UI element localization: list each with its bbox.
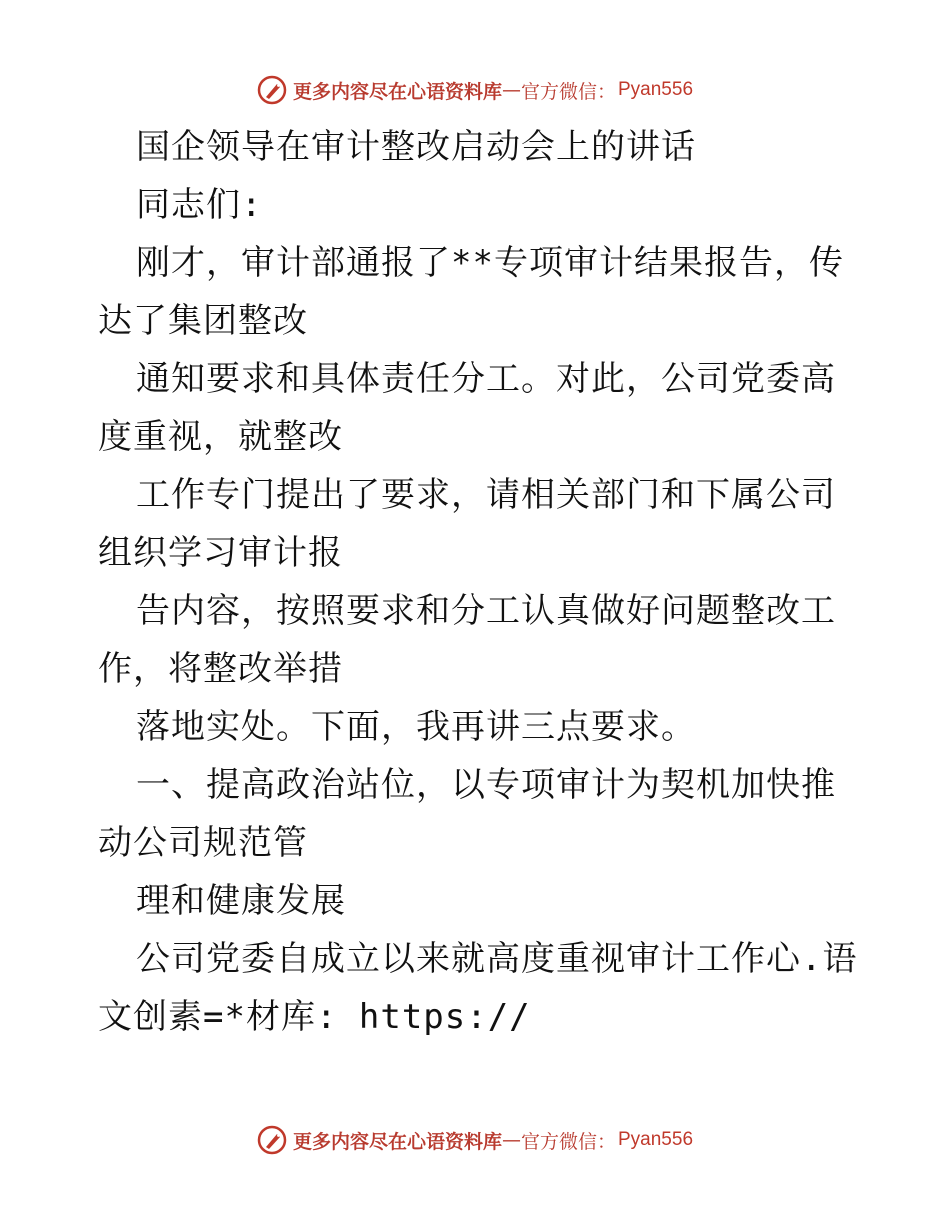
banner-site-text: 更多内容尽在心语资料库 (292, 1130, 502, 1153)
paragraph: 工作专门提出了要求，请相关部门和下属公司组织学习审计报 (98, 475, 836, 573)
banner-site-text: 更多内容尽在心语资料库 (292, 80, 502, 103)
footer-banner (0, 1120, 950, 1160)
banner-dash: — (501, 1129, 521, 1151)
pen-nib-logo-icon (257, 1125, 287, 1155)
header-banner (0, 70, 950, 110)
paragraph: 公司党委自成立以来就高度重视审计工作心.语文创素=*材库: https:// (98, 939, 858, 1037)
section-heading-continued: 理和健康发展 (136, 881, 346, 921)
document-body (98, 118, 858, 1046)
banner-dash: — (501, 79, 521, 101)
pen-nib-logo-icon (257, 75, 287, 105)
banner-wechat-id: Pyan556 (618, 1129, 694, 1150)
section-heading: 一、提高政治站位，以专项审计为契机加快推动公司规范管 (98, 765, 836, 863)
banner-wechat-label: 官方微信： (520, 80, 616, 103)
paragraph: 刚才，审计部通报了**专项审计结果报告，传达了集团整改 (98, 243, 844, 341)
document-title: 国企领导在审计整改启动会上的讲话 (136, 127, 696, 167)
banner-wechat-id: Pyan556 (618, 79, 694, 100)
salutation: 同志们: (136, 185, 263, 225)
paragraph: 落地实处。下面，我再讲三点要求。 (136, 707, 696, 747)
paragraph: 通知要求和具体责任分工。对此，公司党委高度重视，就整改 (98, 359, 836, 457)
banner-wechat-label: 官方微信： (520, 1130, 616, 1153)
paragraph: 告内容，按照要求和分工认真做好问题整改工作，将整改举措 (98, 591, 836, 689)
